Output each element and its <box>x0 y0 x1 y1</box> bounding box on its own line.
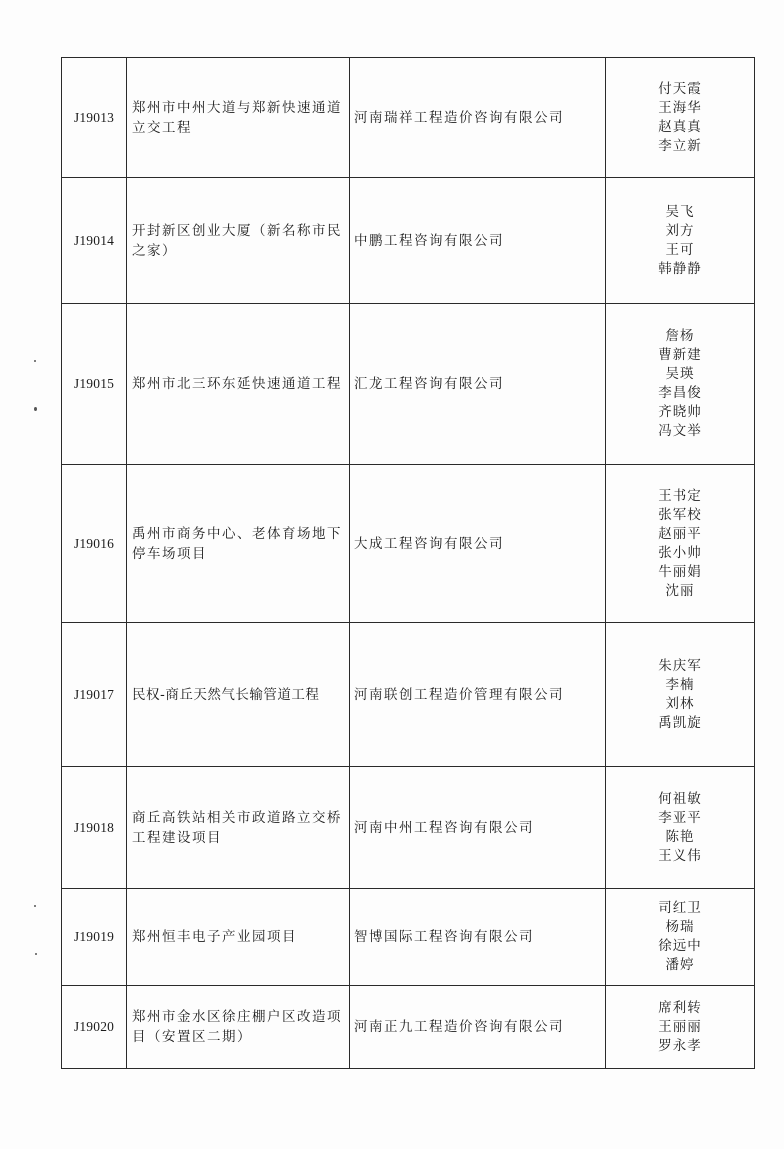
table-row <box>62 58 755 178</box>
staff-name: 曹新建 <box>658 347 702 363</box>
staff-name: 王书定 <box>658 487 702 504</box>
staff-names <box>606 986 755 1069</box>
staff-name: 吴飞 <box>665 203 695 220</box>
record-id: J19015 <box>62 304 127 465</box>
staff-name: 罗永孝 <box>658 1037 702 1054</box>
staff-names <box>606 58 755 178</box>
staff-name: 席利转 <box>658 999 702 1016</box>
staff-name: 徐远中 <box>658 938 702 954</box>
staff-name: 韩静静 <box>658 260 702 277</box>
company-name: 大成工程咨询有限公司 <box>350 465 606 623</box>
staff-name: 王海华 <box>658 99 702 116</box>
project-name: 郑州市中州大道与郑新快速通道立交工程 <box>127 58 350 178</box>
staff-name: 刘林 <box>665 695 695 712</box>
staff-name: 沈丽 <box>665 582 695 599</box>
company-name: 智博国际工程咨询有限公司 <box>350 889 606 986</box>
table-row <box>62 623 755 767</box>
staff-name: 潘婷 <box>665 957 695 973</box>
company-name: 河南正九工程造价咨询有限公司 <box>350 986 606 1069</box>
staff-names <box>606 889 755 986</box>
staff-name: 王丽丽 <box>658 1018 702 1035</box>
staff-name: 齐晓帅 <box>658 404 702 420</box>
record-id: J19017 <box>62 623 127 767</box>
project-name: 郑州市北三环东延快速通道工程 <box>127 304 350 465</box>
record-id: J19019 <box>62 889 127 986</box>
table-row <box>62 986 755 1069</box>
staff-name: 詹杨 <box>665 328 695 344</box>
staff-name: 李亚平 <box>658 809 702 826</box>
company-name: 中鹏工程咨询有限公司 <box>350 178 606 304</box>
project-name: 开封新区创业大厦（新名称市民之家） <box>127 178 350 304</box>
staff-names <box>606 465 755 623</box>
staff-name: 王可 <box>665 241 695 258</box>
staff-name: 王义伟 <box>658 847 702 864</box>
staff-name: 杨瑞 <box>665 919 695 935</box>
staff-name: 陈艳 <box>665 828 695 845</box>
company-name: 河南瑞祥工程造价咨询有限公司 <box>350 58 606 178</box>
staff-name: 李昌俊 <box>658 385 702 401</box>
scan-speck <box>34 360 36 362</box>
record-id: J19016 <box>62 465 127 623</box>
staff-names <box>606 178 755 304</box>
project-name: 民权-商丘天然气长输管道工程 <box>127 623 350 767</box>
staff-name: 付天霞 <box>658 80 702 97</box>
staff-names <box>606 623 755 767</box>
project-name: 郑州恒丰电子产业园项目 <box>127 889 350 986</box>
project-name: 禹州市商务中心、老体育场地下停车场项目 <box>127 465 350 623</box>
staff-name: 张小帅 <box>658 544 702 561</box>
staff-name: 何祖敏 <box>658 790 702 807</box>
staff-name: 司红卫 <box>658 900 702 916</box>
staff-name: 张军校 <box>658 506 702 523</box>
staff-name: 李立新 <box>658 137 702 154</box>
table-row <box>62 304 755 465</box>
project-name: 商丘高铁站相关市政道路立交桥工程建设项目 <box>127 767 350 889</box>
table-row <box>62 767 755 889</box>
scan-speck <box>34 905 36 907</box>
staff-names <box>606 304 755 465</box>
staff-name: 朱庆军 <box>658 657 702 674</box>
record-id: J19020 <box>62 986 127 1069</box>
staff-name: 赵丽平 <box>658 525 702 542</box>
records-table <box>61 57 755 1069</box>
project-name: 郑州市金水区徐庄棚户区改造项目（安置区二期） <box>127 986 350 1069</box>
table-row <box>62 465 755 623</box>
staff-name: 冯文举 <box>658 423 702 439</box>
staff-name: 吴瑛 <box>665 366 695 382</box>
table-row <box>62 178 755 304</box>
scan-speck <box>35 953 37 955</box>
record-id: J19018 <box>62 767 127 889</box>
staff-name: 牛丽娟 <box>658 563 702 580</box>
staff-name: 赵真真 <box>658 118 702 135</box>
company-name: 河南联创工程造价管理有限公司 <box>350 623 606 767</box>
record-id: J19014 <box>62 178 127 304</box>
staff-names <box>606 767 755 889</box>
staff-name: 刘方 <box>665 222 695 239</box>
staff-name: 李楠 <box>665 676 695 693</box>
table-row <box>62 889 755 986</box>
company-name: 汇龙工程咨询有限公司 <box>350 304 606 465</box>
scan-speck <box>34 407 37 411</box>
company-name: 河南中州工程咨询有限公司 <box>350 767 606 889</box>
staff-name: 禹凯旋 <box>658 714 702 731</box>
record-id: J19013 <box>62 58 127 178</box>
